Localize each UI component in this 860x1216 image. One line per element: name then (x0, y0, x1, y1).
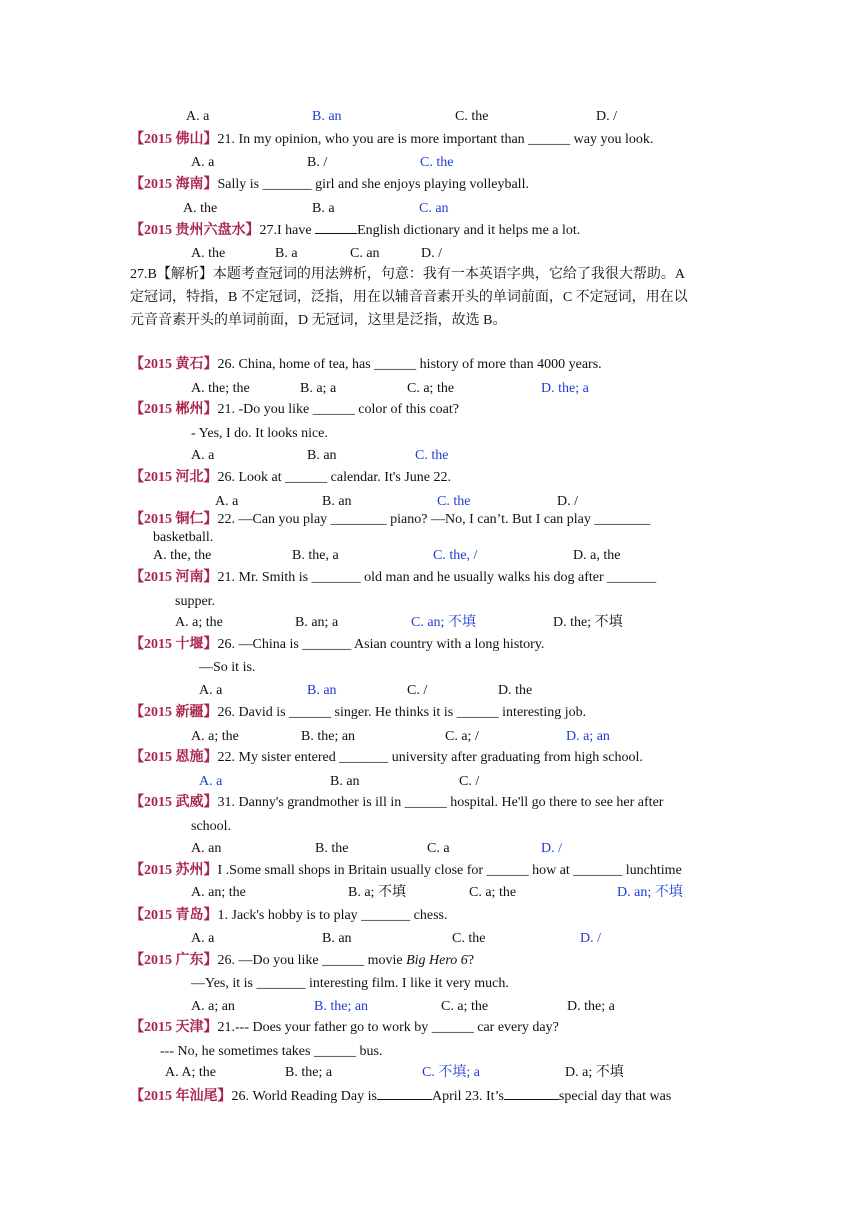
question-text: 26. China, home of tea, has ______ history of more than 4000 years. (217, 357, 602, 372)
answer-blank (504, 1087, 559, 1100)
source-tag: 【2015 广东】 (130, 953, 218, 968)
question-text: 21.--- Does your father go to work by ______ car every day? (217, 1020, 559, 1035)
question-text-line2: school. (191, 819, 232, 834)
question-wuwei (130, 794, 663, 812)
option-b-answer: B. an (307, 683, 337, 698)
option-b: B. the (315, 841, 349, 856)
option-c-answer: C. an (419, 201, 449, 216)
question-chenzhou (130, 401, 459, 419)
question-text-line2: supper. (175, 594, 216, 609)
option-d-answer: D. / (541, 841, 562, 856)
option-d: D. the; 不填 (553, 615, 623, 630)
option-d: D. / (421, 246, 442, 261)
option-b-answer: B. an (312, 109, 342, 124)
option-b: B. an (322, 494, 352, 509)
option-d: D. the; a (567, 999, 615, 1014)
question-henan (130, 569, 656, 587)
option-a: A. a; an (191, 999, 235, 1014)
source-tag: 【2015 黄石】 (130, 357, 218, 372)
option-c-answer: C. 不填; a (422, 1065, 480, 1080)
option-a: A. the; the (191, 381, 250, 396)
source-tag: 【2015 青岛】 (130, 908, 218, 923)
option-a: A. a (191, 931, 215, 946)
option-c: C. / (407, 683, 428, 698)
source-tag: 【2015 贵州六盘水】 (130, 223, 260, 238)
question-xinjiang (130, 704, 586, 722)
question-text: 31. Danny's grandmother is ill in ______ hospital. He'll go there to see her after (217, 795, 664, 810)
question-text: Sally is _______ girl and she enjoys playing volleyball. (217, 177, 529, 192)
question-huangshi (130, 356, 602, 374)
question-text-line2: basketball. (153, 530, 214, 545)
question-text: I .Some small shops in Britain usually close for ______ how at _______ lunchtime (217, 863, 682, 878)
option-b: B. the, a (292, 548, 339, 563)
option-a: A. a (191, 448, 215, 463)
option-a: A. an (191, 841, 222, 856)
option-a: A. an; the (191, 885, 246, 900)
option-c: C. a; the (469, 885, 517, 900)
option-d: D. a, the (573, 548, 621, 563)
option-d-answer: D. the; a (541, 381, 589, 396)
question-text: 22. —Can you play ________ piano? —No, I can’t. But I can play ________ (217, 512, 651, 527)
option-a: A. the, the (153, 548, 212, 563)
question-mark: ? (467, 953, 475, 968)
option-d: D. the (498, 683, 533, 698)
option-b: B. an (322, 931, 352, 946)
source-tag: 【2015 铜仁】 (130, 512, 218, 527)
option-c: C. the (452, 931, 486, 946)
option-c: C. a; the (407, 381, 455, 396)
question-text: 21. -Do you like ______ color of this coat? (217, 402, 459, 417)
question-shiyan (130, 636, 544, 654)
option-d-answer: D. a; an (566, 729, 610, 744)
question-foshan (130, 131, 653, 149)
source-tag: 【2015 河南】 (130, 570, 218, 585)
option-c-answer: C. an; 不填 (411, 615, 476, 630)
source-tag: 【2015 海南】 (130, 177, 218, 192)
answer-blank (315, 221, 357, 234)
option-b: B. a (275, 246, 298, 261)
option-b: B. the; a (285, 1065, 333, 1080)
question-text: 26. David is ______ singer. He thinks it is ______ interesting job. (217, 705, 587, 720)
source-tag: 【2015 苏州】 (130, 863, 218, 878)
explanation-line: 定冠词，特指，B 不定冠词，泛指，用在以辅音音素开头的单词前面，C 不定冠词，用在以 (130, 290, 688, 305)
source-tag: 【2015 河北】 (130, 470, 218, 485)
question-suzhou (130, 862, 682, 880)
option-b: B. an (330, 774, 360, 789)
option-b: B. the; an (301, 729, 356, 744)
source-tag: 【2015 十堰】 (130, 637, 218, 652)
question-text: 21. In my opinion, who you are is more important than ______ way you look. (217, 132, 654, 147)
source-tag: 【2015 郴州】 (130, 402, 218, 417)
question-guangdong (130, 952, 474, 970)
source-tag: 【2015 新疆】 (130, 705, 218, 720)
option-a-answer: A. a (199, 774, 223, 789)
question-text-line2: —So it is. (199, 660, 256, 675)
option-d-answer: D. an; 不填 (617, 885, 683, 900)
explanation-line: 元音音素开头的单词前面，D 无冠词，这里是泛指，故选 B。 (130, 313, 507, 328)
question-text: 26. World Reading Day is (231, 1089, 377, 1104)
option-b: B. a; a (300, 381, 337, 396)
option-c: C. an (350, 246, 380, 261)
source-tag: 【2015 天津】 (130, 1020, 218, 1035)
source-tag: 【2015 武威】 (130, 795, 218, 810)
option-d: D. / (596, 109, 617, 124)
question-guizhou (130, 221, 580, 240)
question-text-rest: English dictionary and it helps me a lot. (357, 223, 581, 238)
source-tag: 【2015 年汕尾】 (130, 1089, 232, 1104)
option-a: A. A; the (165, 1065, 216, 1080)
question-text: 26. Look at ______ calendar. It's June 22. (217, 470, 451, 485)
question-shanwei (130, 1087, 671, 1106)
option-a: A. the (183, 201, 218, 216)
question-qingdao (130, 907, 448, 925)
question-text-line2: —Yes, it is _______ interesting film. I like it very much. (191, 976, 509, 991)
option-d: D. / (557, 494, 578, 509)
explanation-line: 27.B【解析】本题考查冠词的用法辨析，句意：我有一本英语字典，它给了我很大帮助。A (130, 267, 685, 282)
option-a: A. a; the (175, 615, 223, 630)
option-b: B. an (307, 448, 337, 463)
option-b-answer: B. the; an (314, 999, 369, 1014)
option-c: C. / (459, 774, 480, 789)
question-text: 27.I have (259, 223, 316, 238)
option-b: B. a; 不填 (348, 885, 406, 900)
option-a: A. a (215, 494, 239, 509)
option-b: B. an; a (295, 615, 339, 630)
option-c-answer: C. the (437, 494, 471, 509)
question-text-line2: - Yes, I do. It looks nice. (191, 426, 328, 441)
option-a: A. a; the (191, 729, 239, 744)
question-tongren (130, 511, 650, 529)
option-c: C. a; / (445, 729, 479, 744)
option-c-answer: C. the (420, 155, 454, 170)
question-tianjin (130, 1019, 559, 1037)
question-hainan (130, 176, 529, 194)
movie-title: Big Hero 6 (406, 953, 468, 968)
option-c: C. a; the (441, 999, 489, 1014)
option-c-answer: C. the (415, 448, 449, 463)
option-a: A. a (199, 683, 223, 698)
question-text: 26. —China is _______ Asian country with a long history. (217, 637, 545, 652)
option-b: B. / (307, 155, 328, 170)
question-text-line2: --- No, he sometimes takes ______ bus. (160, 1044, 383, 1059)
question-text: 26. —Do you like ______ movie (217, 953, 407, 968)
question-text-rest: special day that was (558, 1089, 672, 1104)
option-a: A. a (191, 155, 215, 170)
option-d-answer: D. / (580, 931, 601, 946)
answer-blank (377, 1087, 432, 1100)
source-tag: 【2015 佛山】 (130, 132, 218, 147)
option-a: A. a (186, 109, 210, 124)
question-text: 21. Mr. Smith is _______ old man and he usually walks his dog after _______ (217, 570, 657, 585)
source-tag: 【2015 恩施】 (130, 750, 218, 765)
question-text: 1. Jack's hobby is to play _______ chess. (217, 908, 448, 923)
option-b: B. a (312, 201, 335, 216)
question-text-mid: April 23. It’s (431, 1089, 504, 1104)
question-hebei (130, 469, 451, 487)
option-a: A. the (191, 246, 226, 261)
option-c-answer: C. the, / (433, 548, 478, 563)
option-c: C. a (427, 841, 450, 856)
option-d: D. a; 不填 (565, 1065, 624, 1080)
question-enshi (130, 749, 643, 767)
question-text: 22. My sister entered _______ university after graduating from high school. (217, 750, 643, 765)
option-c: C. the (455, 109, 489, 124)
